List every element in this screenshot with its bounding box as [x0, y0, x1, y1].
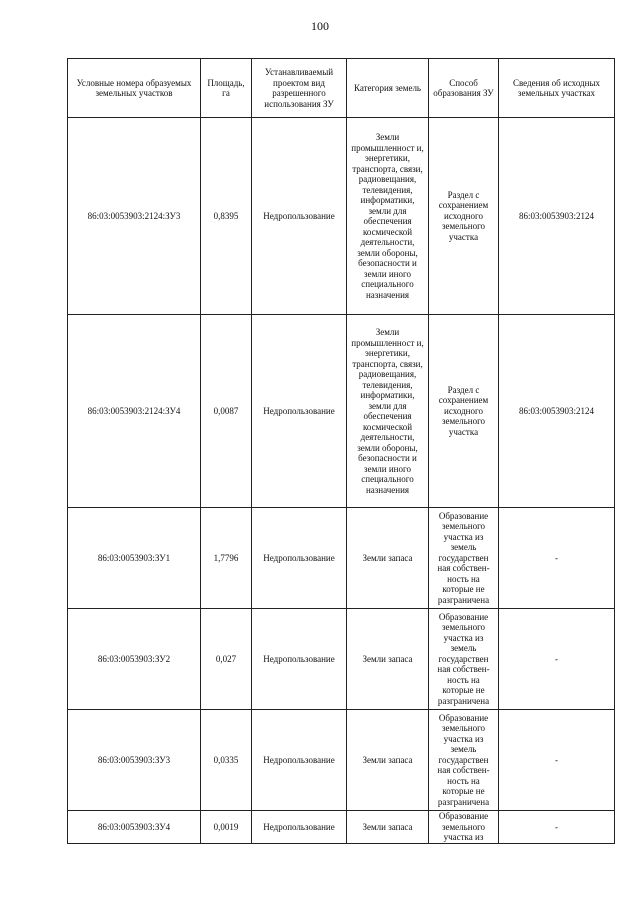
table-row [68, 508, 615, 609]
header-area: Площадь, га [201, 59, 252, 118]
cell-plot-number: 86:03:0053903:ЗУ1 [68, 508, 201, 609]
table-row [68, 315, 615, 508]
land-plots-table [67, 58, 615, 844]
cell-plot-number: 86:03:0053903:2124:ЗУ4 [68, 315, 201, 508]
cell-permitted-use: Недропользование [252, 609, 347, 710]
table-row [68, 710, 615, 811]
cell-source-plot: - [499, 710, 615, 811]
cell-area: 0,8395 [201, 118, 252, 315]
cell-permitted-use: Недропользование [252, 811, 347, 844]
cell-land-category: Земли запаса [347, 508, 429, 609]
header-permitted-use: Устанавливаемый проектом вид разрешенного использования ЗУ [252, 59, 347, 118]
header-source-plots: Сведения об исходных земельных участках [499, 59, 615, 118]
cell-plot-number: 86:03:0053903:2124:ЗУ3 [68, 118, 201, 315]
page-number: 100 [311, 19, 329, 33]
cell-source-plot: 86:03:0053903:2124 [499, 315, 615, 508]
cell-formation-method: Образование земельного участка из земель государствен ная собствен- ность на которые не разграничена [429, 508, 499, 609]
cell-formation-method: Раздел с сохранением исходного земельного участка [429, 315, 499, 508]
cell-formation-method: Образование земельного участка из земель государствен ная собствен- ность на которые не разграничена [429, 609, 499, 710]
table-row [68, 811, 615, 844]
cell-permitted-use: Недропользование [252, 118, 347, 315]
cell-formation-method: Образование земельного участка из земель государствен ная собствен- ность на которые не разграничена [429, 710, 499, 811]
cell-formation-method: Раздел с сохранением исходного земельного участка [429, 118, 499, 315]
cell-formation-method: Образование земельного участка из [429, 811, 499, 844]
cell-source-plot: - [499, 609, 615, 710]
cell-source-plot: - [499, 811, 615, 844]
table-row [68, 118, 615, 315]
cell-land-category: Земли запаса [347, 710, 429, 811]
cell-area: 1,7796 [201, 508, 252, 609]
cell-area: 0,0019 [201, 811, 252, 844]
cell-land-category: Земли запаса [347, 811, 429, 844]
table-header-row [68, 59, 615, 118]
table-row [68, 609, 615, 710]
cell-area: 0,0335 [201, 710, 252, 811]
cell-permitted-use: Недропользование [252, 315, 347, 508]
cell-land-category: Земли промышленност и, энергетики, транспорта, связи, радиовещания, телевидения, информатики, земли для обеспечения космической деятельности, земли обороны, безопасности и земли иного специального назначения [347, 118, 429, 315]
cell-area: 0,0087 [201, 315, 252, 508]
cell-land-category: Земли промышленност и, энергетики, транспорта, связи, радиовещания, телевидения, информатики, земли для обеспечения космической деятельности, земли обороны, безопасности и земли иного специального назначения [347, 315, 429, 508]
header-plot-number: Условные номера образуемых земельных участков [68, 59, 201, 118]
cell-source-plot: 86:03:0053903:2124 [499, 118, 615, 315]
header-formation-method: Способ образования ЗУ [429, 59, 499, 118]
cell-permitted-use: Недропользование [252, 508, 347, 609]
cell-plot-number: 86:03:0053903:ЗУ2 [68, 609, 201, 710]
cell-area: 0,027 [201, 609, 252, 710]
cell-permitted-use: Недропользование [252, 710, 347, 811]
cell-land-category: Земли запаса [347, 609, 429, 710]
cell-plot-number: 86:03:0053903:ЗУ4 [68, 811, 201, 844]
header-land-category: Категория земель [347, 59, 429, 118]
cell-plot-number: 86:03:0053903:ЗУ3 [68, 710, 201, 811]
cell-source-plot: - [499, 508, 615, 609]
